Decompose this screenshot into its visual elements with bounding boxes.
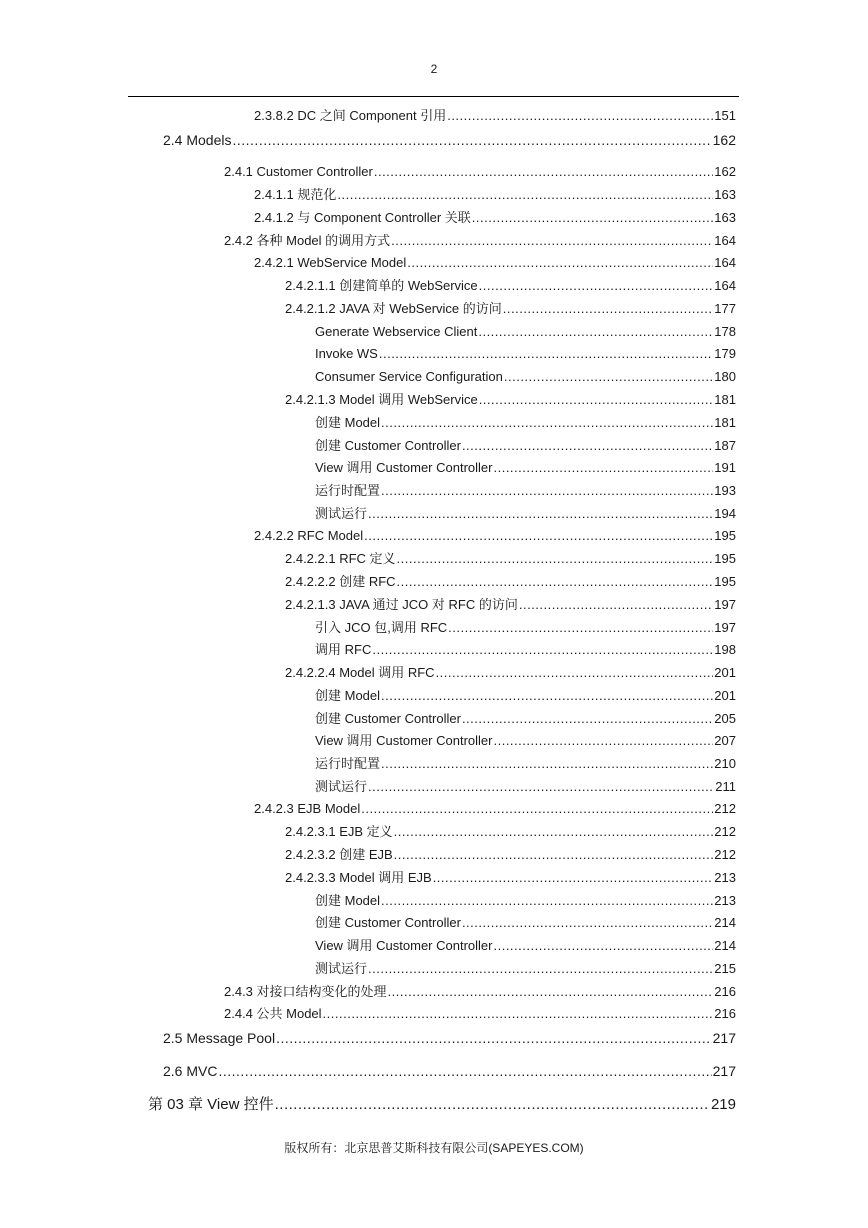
toc-dot-leader bbox=[232, 131, 711, 149]
toc-entry-title: 2.6 MVC bbox=[163, 1063, 218, 1079]
toc-entry-page-number: 201 bbox=[714, 688, 736, 703]
toc-entry-title: 2.4.1.1 规范化 bbox=[254, 187, 337, 202]
toc-entry-page-number: 181 bbox=[714, 392, 736, 407]
page-number: 2 bbox=[430, 62, 438, 76]
toc-entry[interactable] bbox=[254, 800, 736, 818]
toc-entry-page-number: 194 bbox=[714, 506, 736, 521]
toc-dot-leader bbox=[323, 1005, 714, 1023]
toc-dot-leader bbox=[503, 300, 714, 318]
toc-entry-page-number: 187 bbox=[714, 438, 736, 453]
toc-entry-page-number: 197 bbox=[714, 620, 736, 635]
toc-entry-page-number: 213 bbox=[714, 893, 736, 908]
toc-entry[interactable] bbox=[224, 232, 736, 250]
toc-dot-leader bbox=[462, 710, 713, 728]
toc-entry-page-number: 198 bbox=[714, 642, 736, 657]
toc-dot-leader bbox=[479, 277, 714, 295]
toc-entry[interactable] bbox=[315, 414, 736, 432]
toc-entry-page-number: 178 bbox=[714, 324, 736, 339]
toc-entry-page-number: 210 bbox=[714, 756, 736, 771]
toc-dot-leader bbox=[519, 596, 713, 614]
toc-entry-title: 2.3.8.2 DC 之间 Component 引用 bbox=[254, 108, 447, 123]
toc-entry[interactable] bbox=[285, 869, 736, 887]
toc-entry[interactable] bbox=[285, 550, 736, 568]
toc-dot-leader bbox=[394, 846, 714, 864]
toc-entry-title: 创建 Model bbox=[315, 893, 381, 908]
toc-dot-leader bbox=[388, 983, 714, 1001]
toc-entry-title: 2.4.2.2.1 RFC 定义 bbox=[285, 551, 396, 566]
toc-entry-title: 运行时配置 bbox=[315, 756, 381, 771]
toc-dot-leader bbox=[381, 414, 713, 432]
toc-entry[interactable] bbox=[315, 323, 736, 341]
toc-entry[interactable] bbox=[285, 846, 736, 864]
toc-entry[interactable] bbox=[285, 573, 736, 591]
toc-dot-leader bbox=[372, 641, 713, 659]
toc-entry[interactable] bbox=[285, 596, 736, 614]
toc-dot-leader bbox=[433, 869, 714, 887]
toc-dot-leader bbox=[447, 107, 713, 125]
toc-entry[interactable] bbox=[254, 254, 736, 272]
toc-dot-leader bbox=[379, 345, 713, 363]
toc-entry-page-number: 217 bbox=[712, 1030, 736, 1046]
toc-entry-title: 测试运行 bbox=[315, 961, 368, 976]
toc-entry-title: 2.4.2.2.4 Model 调用 RFC bbox=[285, 665, 435, 680]
toc-dot-leader bbox=[275, 1096, 710, 1114]
toc-entry-page-number: 163 bbox=[714, 210, 736, 225]
toc-dot-leader bbox=[276, 1029, 712, 1047]
toc-entry[interactable] bbox=[224, 983, 736, 1001]
toc-entry[interactable] bbox=[315, 755, 736, 773]
toc-entry-title: 2.4.1.2 与 Component Controller 关联 bbox=[254, 210, 471, 225]
toc-entry-page-number: 215 bbox=[714, 961, 736, 976]
toc-entry-title: 2.4.2.3 EJB Model bbox=[254, 801, 361, 816]
toc-entry[interactable] bbox=[254, 186, 736, 204]
toc-entry-page-number: 191 bbox=[714, 460, 736, 475]
toc-entry-title: View 调用 Customer Controller bbox=[315, 460, 493, 475]
toc-entry-title: 2.4.2.2 RFC Model bbox=[254, 528, 364, 543]
toc-entry[interactable] bbox=[315, 505, 736, 523]
toc-dot-leader bbox=[337, 186, 713, 204]
toc-dot-leader bbox=[478, 323, 713, 341]
toc-dot-leader bbox=[364, 527, 713, 545]
toc-entry-title: Consumer Service Configuration bbox=[315, 369, 503, 384]
toc-entry-title: 2.4.2.1.1 创建简单的 WebService bbox=[285, 278, 478, 293]
toc-entry[interactable] bbox=[254, 209, 736, 227]
toc-entry-page-number: 214 bbox=[714, 938, 736, 953]
toc-entry-page-number: 212 bbox=[714, 801, 736, 816]
toc-entry-page-number: 179 bbox=[714, 346, 736, 361]
toc-entry[interactable] bbox=[315, 459, 736, 477]
toc-entry[interactable] bbox=[315, 710, 736, 728]
toc-entry[interactable] bbox=[315, 437, 736, 455]
toc-entry-title: 创建 Customer Controller bbox=[315, 915, 461, 930]
toc-entry-title: 第 03 章 View 控件 bbox=[148, 1096, 274, 1113]
toc-dot-leader bbox=[493, 732, 713, 750]
toc-dot-leader bbox=[472, 209, 714, 227]
toc-entry-title: View 调用 Customer Controller bbox=[315, 733, 493, 748]
toc-entry-page-number: 164 bbox=[714, 278, 736, 293]
toc-entry-page-number: 214 bbox=[714, 915, 736, 930]
toc-entry[interactable] bbox=[285, 300, 736, 318]
toc-entry-page-number: 197 bbox=[714, 597, 736, 612]
toc-entry-page-number: 180 bbox=[714, 369, 736, 384]
toc-entry-title: 2.4.2.1 WebService Model bbox=[254, 255, 407, 270]
toc-entry[interactable] bbox=[224, 163, 736, 181]
toc-entry-title: 测试运行 bbox=[315, 506, 368, 521]
toc-entry-title: 调用 RFC bbox=[315, 642, 372, 657]
toc-entry-page-number: 177 bbox=[714, 301, 736, 316]
toc-dot-leader bbox=[361, 800, 713, 818]
toc-entry[interactable] bbox=[315, 368, 736, 386]
toc-dot-leader bbox=[493, 459, 713, 477]
toc-entry-page-number: 162 bbox=[714, 164, 736, 179]
toc-entry-title: 2.4.2.2.2 创建 RFC bbox=[285, 574, 396, 589]
toc-dot-leader bbox=[381, 687, 713, 705]
toc-entry-page-number: 164 bbox=[714, 233, 736, 248]
toc-entry-title: 创建 Customer Controller bbox=[315, 438, 461, 453]
toc-entry-title: 2.4.1 Customer Controller bbox=[224, 164, 373, 179]
toc-dot-leader bbox=[493, 937, 713, 955]
toc-dot-leader bbox=[462, 914, 713, 932]
toc-entry-page-number: 205 bbox=[714, 711, 736, 726]
toc-entry[interactable] bbox=[224, 1005, 736, 1023]
toc-dot-leader bbox=[368, 505, 713, 523]
toc-entry-page-number: 211 bbox=[715, 779, 736, 794]
toc-dot-leader bbox=[448, 619, 713, 637]
toc-entry-page-number: 151 bbox=[714, 108, 736, 123]
toc-entry-title: 2.4.2.1.3 Model 调用 WebService bbox=[285, 392, 478, 407]
toc-dot-leader bbox=[394, 823, 714, 841]
toc-entry[interactable] bbox=[285, 823, 736, 841]
toc-dot-leader bbox=[374, 163, 713, 181]
toc-entry[interactable] bbox=[285, 664, 736, 682]
toc-entry-title: 2.4.3 对接口结构变化的处理 bbox=[224, 984, 387, 999]
toc-entry[interactable] bbox=[315, 345, 736, 363]
toc-entry[interactable] bbox=[163, 131, 736, 149]
toc-entry-page-number: 195 bbox=[714, 574, 736, 589]
toc-entry-title: 2.4.2 各种 Model 的调用方式 bbox=[224, 233, 391, 248]
toc-dot-leader bbox=[397, 573, 714, 591]
toc-entry-page-number: 164 bbox=[714, 255, 736, 270]
toc-entry[interactable] bbox=[315, 641, 736, 659]
toc-entry[interactable] bbox=[315, 482, 736, 500]
toc-entry-title: 创建 Model bbox=[315, 415, 381, 430]
toc-entry-title: Generate Webservice Client bbox=[315, 324, 478, 339]
toc-entry-page-number: 213 bbox=[714, 870, 736, 885]
toc-entry[interactable] bbox=[254, 107, 736, 125]
toc-dot-leader bbox=[218, 1062, 711, 1080]
toc-entry[interactable] bbox=[285, 391, 736, 409]
toc-entry[interactable] bbox=[163, 1062, 736, 1080]
toc-entry-page-number: 163 bbox=[714, 187, 736, 202]
toc-entry[interactable] bbox=[285, 277, 736, 295]
toc-entry-title: 运行时配置 bbox=[315, 483, 381, 498]
toc-dot-leader bbox=[368, 778, 714, 796]
toc-dot-leader bbox=[397, 550, 714, 568]
footer-copyright: 版权所有：北京思普艾斯科技有限公司(SAPEYES.COM) bbox=[284, 1141, 584, 1155]
toc-dot-leader bbox=[479, 391, 714, 409]
toc-entry-page-number: 201 bbox=[714, 665, 736, 680]
toc-entry-title: 2.4.2.3.1 EJB 定义 bbox=[285, 824, 393, 839]
toc-dot-leader bbox=[407, 254, 713, 272]
toc-entry-title: 引入 JCO 包,调用 RFC bbox=[315, 620, 448, 635]
toc-dot-leader bbox=[391, 232, 713, 250]
toc-entry[interactable] bbox=[148, 1096, 736, 1114]
toc-dot-leader bbox=[504, 368, 713, 386]
toc-entry-title: 创建 Model bbox=[315, 688, 381, 703]
toc-entry-page-number: 212 bbox=[714, 847, 736, 862]
toc-entry[interactable] bbox=[315, 732, 736, 750]
toc-entry[interactable] bbox=[315, 619, 736, 637]
toc-entry[interactable] bbox=[315, 914, 736, 932]
toc-entry[interactable] bbox=[315, 937, 736, 955]
toc-entry-title: Invoke WS bbox=[315, 346, 378, 361]
toc-dot-leader bbox=[381, 892, 713, 910]
toc-entry-title: 2.4.2.1.3 JAVA 通过 JCO 对 RFC 的访问 bbox=[285, 597, 518, 612]
toc-entry-title: 测试运行 bbox=[315, 779, 368, 794]
toc-entry-page-number: 207 bbox=[714, 733, 736, 748]
toc-entry[interactable] bbox=[315, 960, 736, 978]
toc-entry-page-number: 193 bbox=[714, 483, 736, 498]
toc-entry[interactable] bbox=[315, 778, 736, 796]
toc-entry-page-number: 219 bbox=[710, 1096, 736, 1113]
toc-entry-title: 2.4 Models bbox=[163, 132, 232, 148]
toc-entry-title: 2.4.4 公共 Model bbox=[224, 1006, 322, 1021]
toc-entry[interactable] bbox=[315, 892, 736, 910]
toc-dot-leader bbox=[436, 664, 714, 682]
toc-entry[interactable] bbox=[254, 527, 736, 545]
toc-entry-title: 创建 Customer Controller bbox=[315, 711, 461, 726]
toc-entry-page-number: 216 bbox=[714, 1006, 736, 1021]
toc-entry-page-number: 212 bbox=[714, 824, 736, 839]
toc-entry-title: View 调用 Customer Controller bbox=[315, 938, 493, 953]
toc-entry[interactable] bbox=[315, 687, 736, 705]
toc-entry-page-number: 181 bbox=[714, 415, 736, 430]
toc-entry-title: 2.4.2.3.3 Model 调用 EJB bbox=[285, 870, 432, 885]
toc-entry-page-number: 195 bbox=[714, 551, 736, 566]
toc-entry-title: 2.5 Message Pool bbox=[163, 1030, 276, 1046]
toc-dot-leader bbox=[381, 482, 713, 500]
toc-dot-leader bbox=[381, 755, 713, 773]
toc-dot-leader bbox=[462, 437, 713, 455]
toc-entry-page-number: 195 bbox=[714, 528, 736, 543]
toc-entry-title: 2.4.2.1.2 JAVA 对 WebService 的访问 bbox=[285, 301, 502, 316]
toc-dot-leader bbox=[368, 960, 713, 978]
toc-entry-page-number: 162 bbox=[712, 132, 736, 148]
toc-entry-page-number: 216 bbox=[714, 984, 736, 999]
toc-entry-title: 2.4.2.3.2 创建 EJB bbox=[285, 847, 393, 862]
toc-entry-page-number: 217 bbox=[712, 1063, 736, 1079]
toc-entry[interactable] bbox=[163, 1029, 736, 1047]
